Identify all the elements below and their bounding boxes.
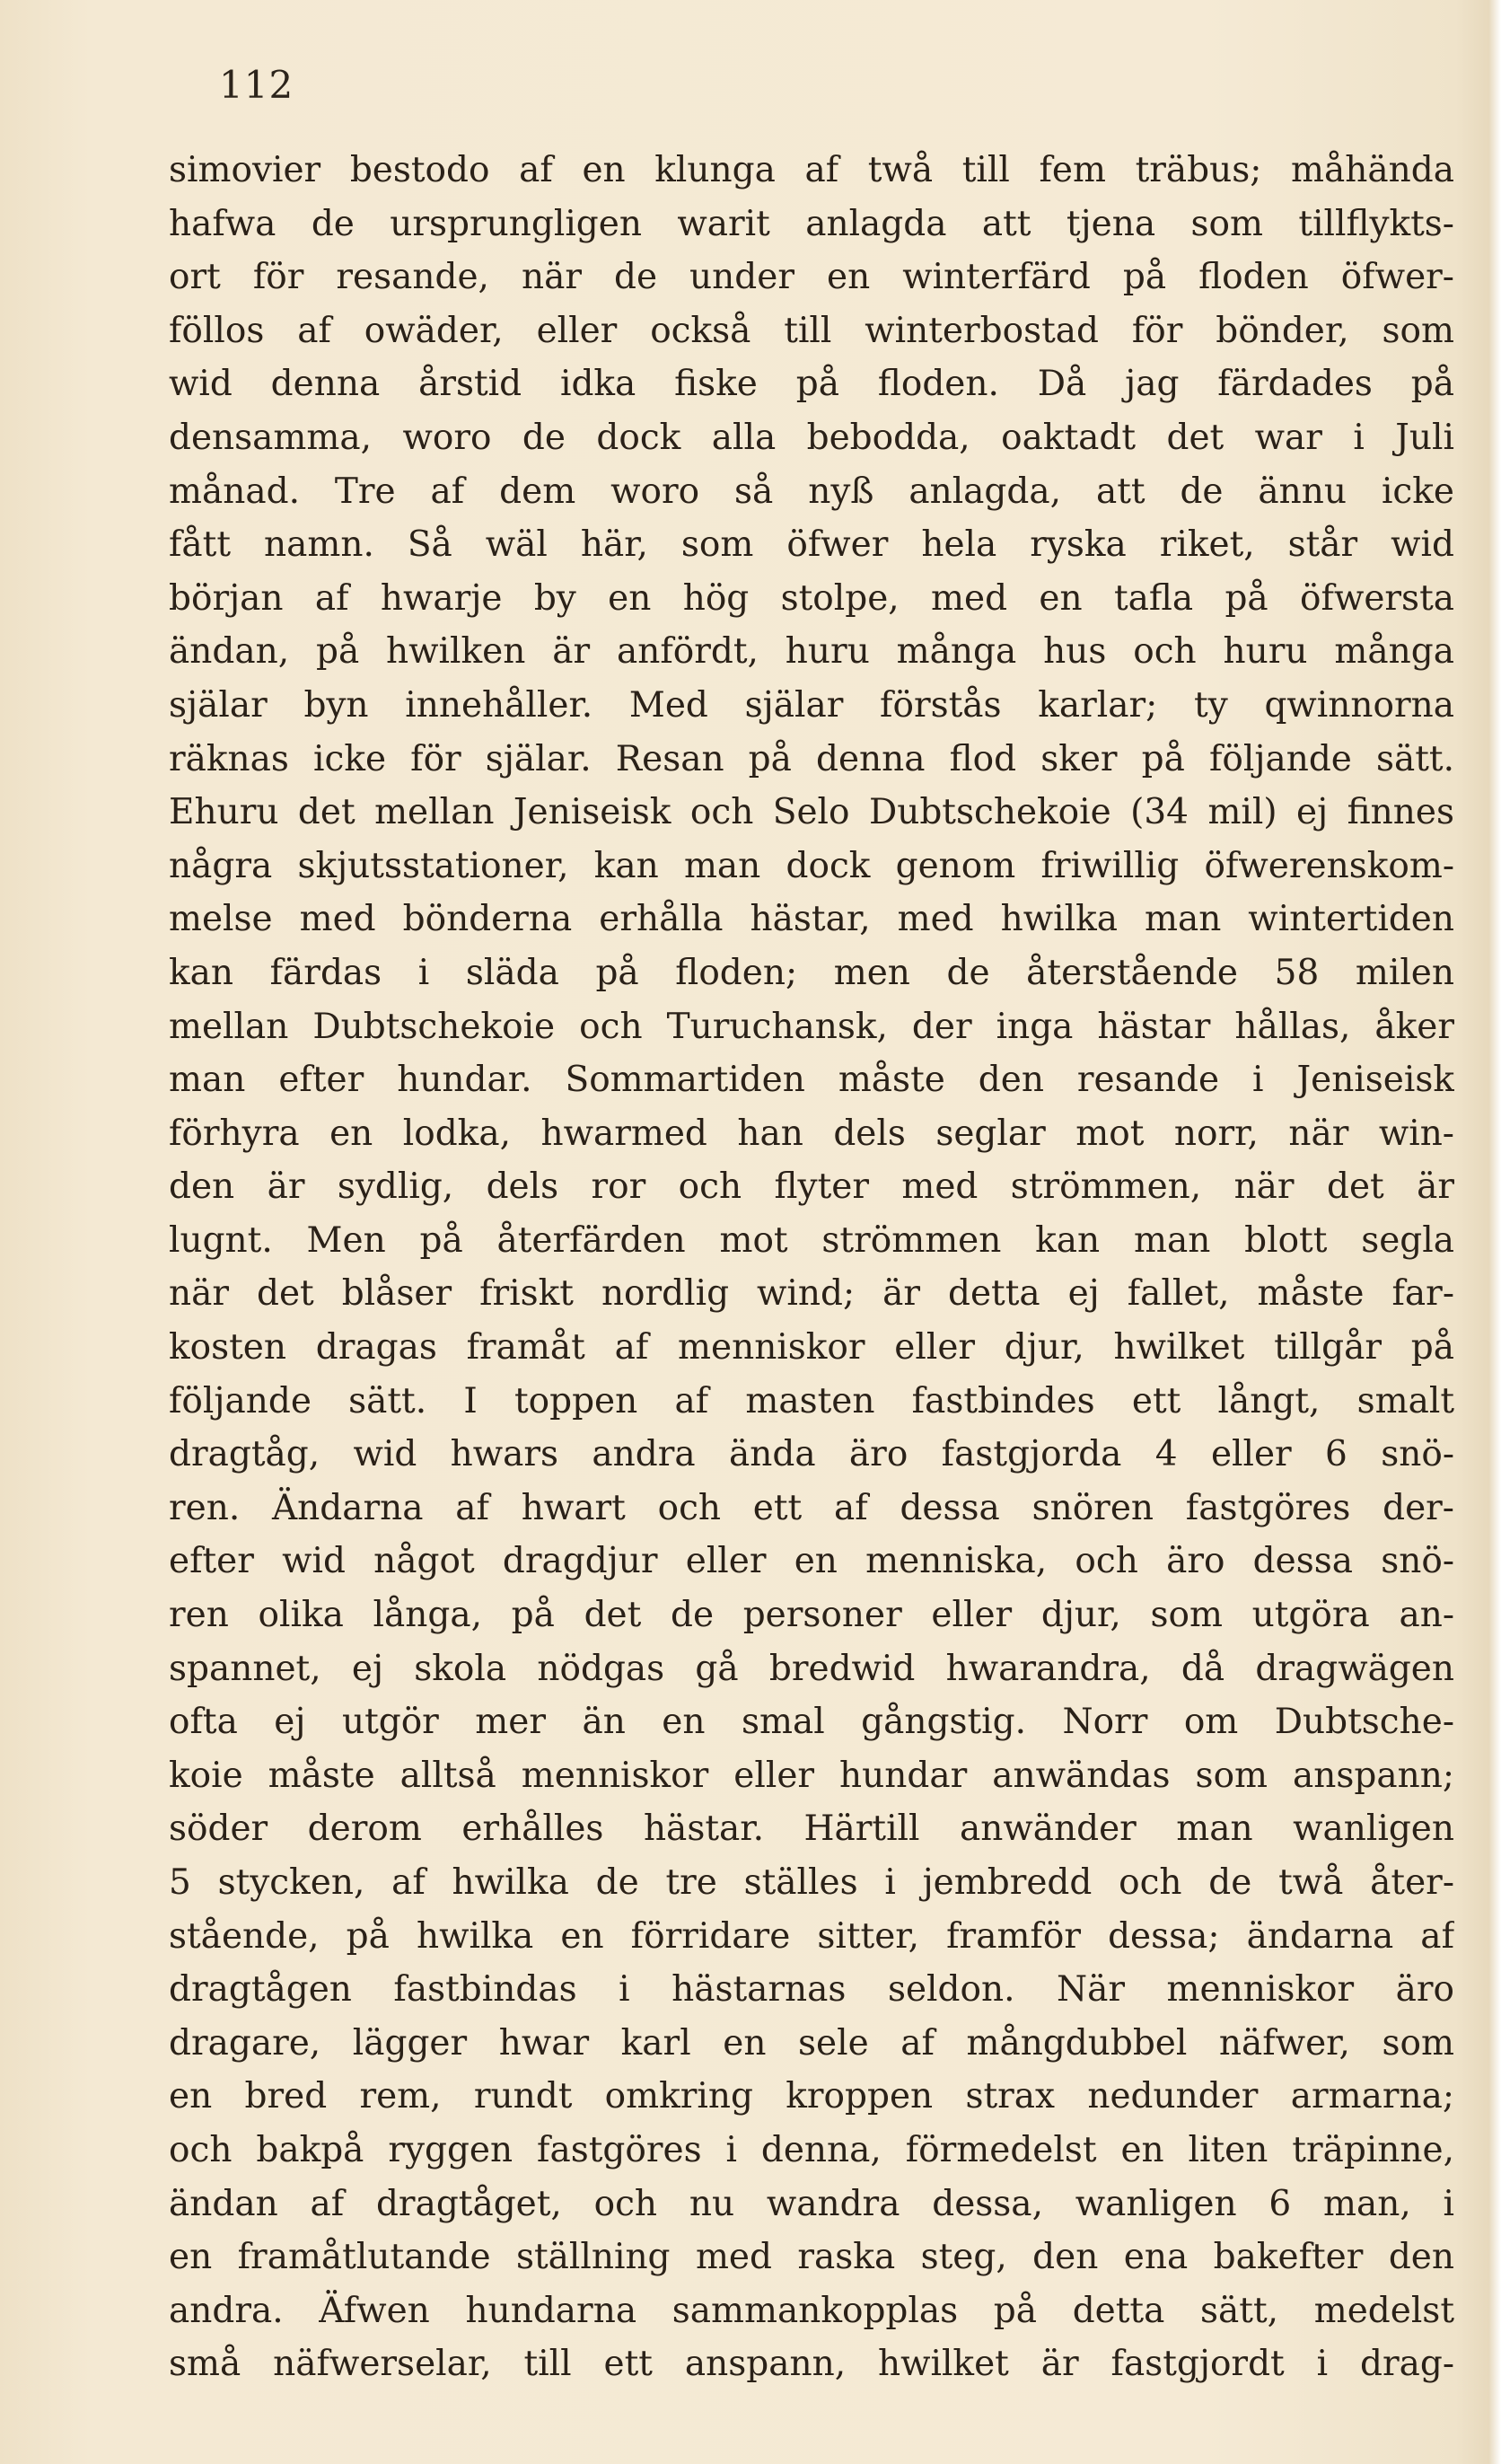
text-line: koie måste alltså menniskor eller hundar anwändas som anspann; xyxy=(169,1755,1454,1796)
text-line: ofta ej utgör mer än en smal gångstig. Norr om Dubtsche- xyxy=(169,1702,1454,1743)
text-line: mellan Dubtschekoie och Turuchansk, der inga hästar hållas, åker xyxy=(169,1006,1454,1047)
text-line: ren olika långa, på det de personer eller djur, som utgöra an- xyxy=(169,1595,1454,1636)
page-number: 112 xyxy=(219,63,294,107)
text-line: själar byn innehåller. Med själar förstås karlar; ty qwinnorna xyxy=(169,684,1454,726)
text-line: föllos af owäder, eller också till winterbostad för bönder, som xyxy=(169,310,1454,351)
text-line: melse med bönderna erhålla hästar, med hwilka man wintertiden xyxy=(169,899,1454,940)
text-line: ren. Ändarna af hwart och ett af dessa snören fastgöres der- xyxy=(169,1487,1454,1528)
text-line: fått namn. Så wäl här, som öfwer hela ryska riket, står wid xyxy=(169,524,1454,566)
text-line: andra. Äfwen hundarna sammankopplas på detta sätt, medelst xyxy=(169,2290,1454,2331)
text-line: små näfwerselar, till ett anspann, hwilket är fastgjordt i drag- xyxy=(169,2344,1454,2385)
text-line: wid denna årstid idka fiske på floden. Då jag färdades på xyxy=(169,364,1454,405)
text-line: efter wid något dragdjur eller en menniska, och äro dessa snö- xyxy=(169,1541,1454,1582)
text-line: densamma, woro de dock alla bebodda, oaktadt det war i Juli xyxy=(169,417,1454,458)
text-line: spannet, ej skola nödgas gå bredwid hwarandra, då dragwägen xyxy=(169,1648,1454,1689)
text-line: den är sydlig, dels ror och flyter med strömmen, när det är xyxy=(169,1166,1454,1208)
text-line: söder derom erhålles hästar. Härtill anwänder man wanligen xyxy=(169,1808,1454,1850)
text-line: några skjutsstationer, kan man dock genom friwillig öfwerenskom- xyxy=(169,845,1454,886)
text-line: Ehuru det mellan Jeniseisk och Selo Dubtschekoie (34 mil) ej finnes xyxy=(169,792,1454,833)
text-line: början af hwarje by en hög stolpe, med en tafla på öfwersta xyxy=(169,577,1454,619)
text-line: dragare, lägger hwar karl en sele af mångdubbel näfwer, som xyxy=(169,2022,1454,2064)
text-line: ändan, på hwilken är anfördt, huru många hus och huru många xyxy=(169,631,1454,673)
text-line: man efter hundar. Sommartiden måste den resande i Jeniseisk xyxy=(169,1060,1454,1101)
text-line: lugnt. Men på återfärden mot strömmen kan man blott segla xyxy=(169,1219,1454,1261)
text-line: dragtåg, wid hwars andra ända äro fastgjorda 4 eller 6 snö- xyxy=(169,1434,1454,1475)
text-line: 5 stycken, af hwilka de tre ställes i jembredd och de twå åter- xyxy=(169,1862,1454,1903)
text-line: en framåtlutande ställning med raska steg, den ena bakefter den xyxy=(169,2237,1454,2278)
text-line: stående, på hwilka en förridare sitter, framför dessa; ändarna af xyxy=(169,1915,1454,1957)
body-text xyxy=(169,144,1454,2391)
text-line: ort för resande, när de under en winterfärd på floden öfwer- xyxy=(169,257,1454,298)
text-line: dragtågen fastbindas i hästarnas seldon. När menniskor äro xyxy=(169,1969,1454,2011)
text-line: räknas icke för själar. Resan på denna flod sker på följande sätt. xyxy=(169,738,1454,779)
text-line: kan färdas i släda på floden; men de återstående 58 milen xyxy=(169,952,1454,993)
text-line: simovier bestodo af en klunga af twå till fem träbus; måhända xyxy=(169,150,1454,190)
text-line: förhyra en lodka, hwarmed han dels seglar mot norr, när win- xyxy=(169,1113,1454,1154)
page-edge xyxy=(1488,0,1501,2464)
text-line: när det blåser friskt nordlig wind; är detta ej fallet, måste far- xyxy=(169,1273,1454,1315)
text-line: och bakpå ryggen fastgöres i denna, förmedelst en liten träpinne, xyxy=(169,2129,1454,2170)
text-line: hafwa de ursprungligen warit anlagda att tjena som tillflykts- xyxy=(169,203,1454,244)
text-line: månad. Tre af dem woro så nyß anlagda, att de ännu icke xyxy=(169,471,1454,512)
text-line: följande sätt. I toppen af masten fastbindes ett långt, smalt xyxy=(169,1380,1454,1421)
text-line: ändan af dragtåget, och nu wandra dessa, wanligen 6 man, i xyxy=(169,2183,1454,2224)
text-line: en bred rem, rundt omkring kroppen strax nedunder armarna; xyxy=(169,2076,1454,2117)
text-line: kosten dragas framåt af menniskor eller djur, hwilket tillgår på xyxy=(169,1327,1454,1368)
